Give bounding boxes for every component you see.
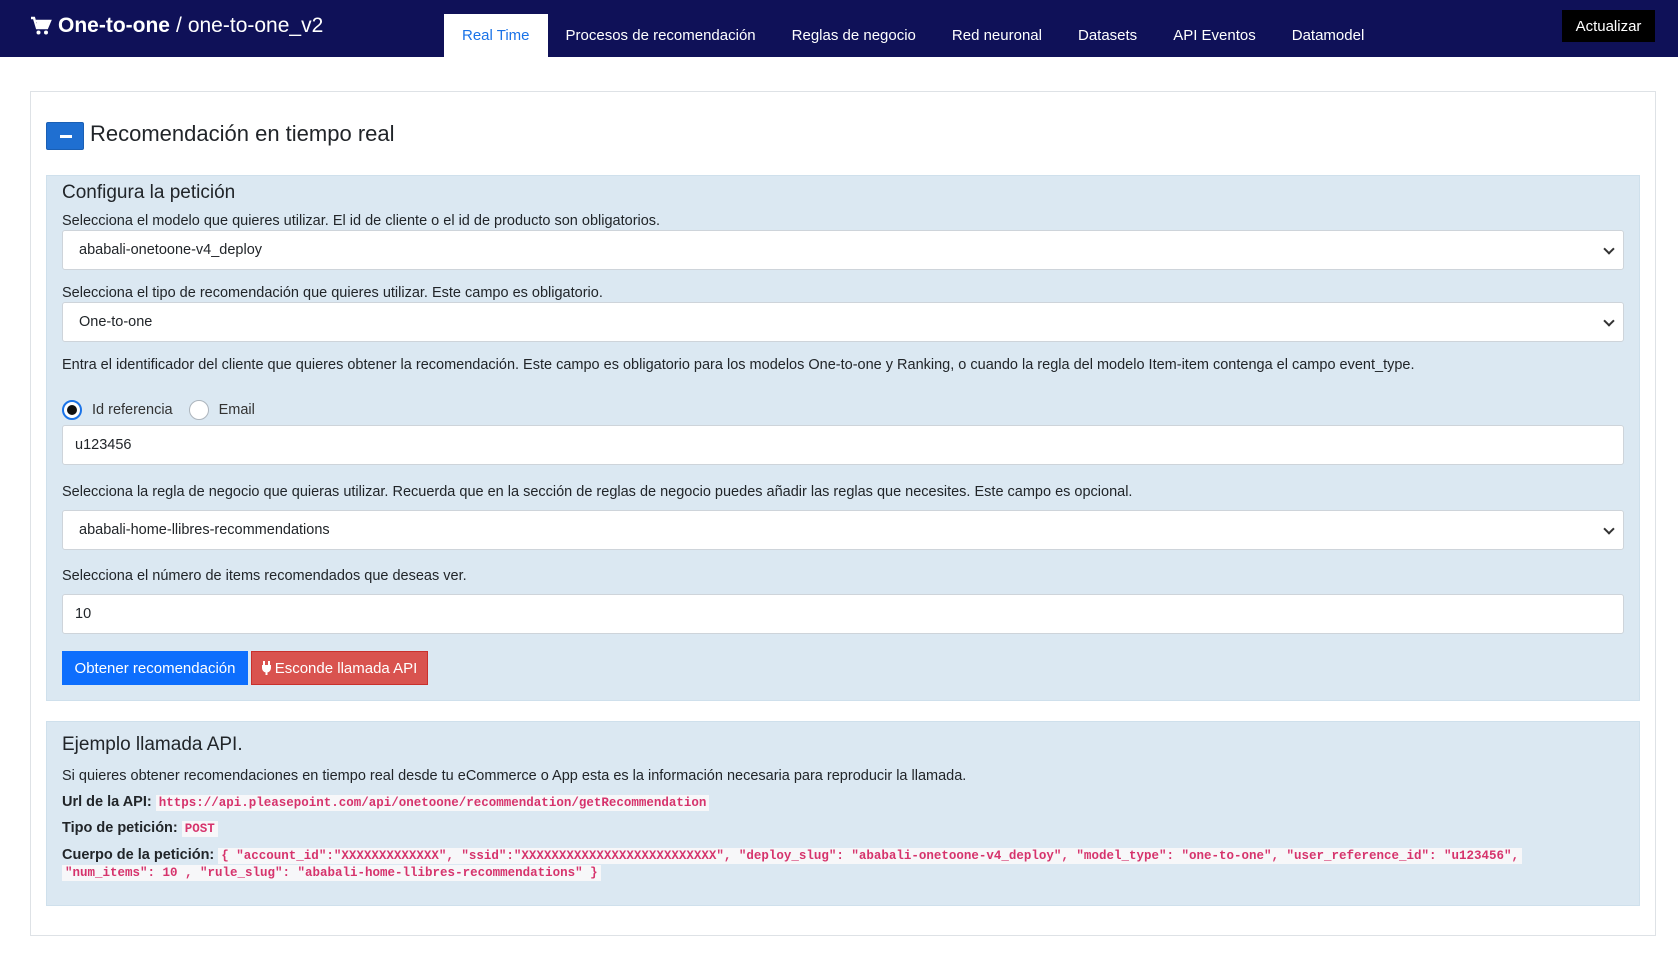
tab-api-eventos[interactable]: API Eventos xyxy=(1173,27,1256,44)
model-label: Selecciona el modelo que quieres utilizar. El id de cliente o el id de producto son obligatorios. xyxy=(62,213,661,229)
type-select[interactable] xyxy=(62,302,1624,342)
brand[interactable] xyxy=(30,14,323,38)
radio-email[interactable] xyxy=(189,400,209,420)
tab-real-time[interactable]: Real Time xyxy=(444,14,548,57)
api-url-row xyxy=(62,794,709,810)
api-example-description: Si quieres obtener recomendaciones en tiempo real desde tu eCommerce o App esta es la información necesaria para reproducir la llamada. xyxy=(62,768,967,784)
brand-separator: / xyxy=(175,14,182,37)
items-value: 10 xyxy=(75,606,92,622)
tab-reglas[interactable]: Reglas de negocio xyxy=(791,27,916,44)
api-method-label: Tipo de petición: xyxy=(62,820,178,836)
tab-datamodel[interactable]: Datamodel xyxy=(1291,27,1365,44)
chevron-down-icon xyxy=(1603,523,1614,534)
client-id-type xyxy=(62,400,255,420)
update-button[interactable]: Actualizar xyxy=(1562,10,1655,42)
card-title: Recomendación en tiempo real xyxy=(90,121,395,146)
api-body-line2: "num_items": 10 , "rule_slug": "ababali-home-llibres-recommendations" } xyxy=(62,865,601,881)
project-name: one-to-one_v2 xyxy=(187,14,324,37)
api-body-row xyxy=(62,847,1562,881)
tab-procesos[interactable]: Procesos de recomendación xyxy=(565,27,756,44)
plug-icon xyxy=(262,661,271,675)
collapse-button[interactable] xyxy=(46,122,84,150)
items-input[interactable] xyxy=(62,594,1624,634)
client-id-value: u123456 xyxy=(75,437,132,453)
type-label: Selecciona el tipo de recomendación que quieres utilizar. Este campo es obligatorio. xyxy=(62,285,603,301)
radio-id-referencia-label: Id referencia xyxy=(92,402,173,418)
brand-name: One-to-one xyxy=(58,14,170,37)
api-example-title: Ejemplo llamada API. xyxy=(62,734,243,755)
chevron-down-icon xyxy=(1603,315,1614,326)
api-method-row xyxy=(62,820,218,836)
api-body-line1: { "account_id":"XXXXXXXXXXXXX", "ssid":"XXXXXXXXXXXXXXXXXXXXXXXXXX", "deploy_slug": "ababali-onetoone-v4_deploy", "model_type": "one-to-one", "user_reference_id": "u123456", xyxy=(218,848,1522,864)
type-select-value: One-to-one xyxy=(79,314,153,330)
hide-api-label: Esconde llamada API xyxy=(274,659,418,677)
hide-api-button[interactable] xyxy=(251,651,428,685)
api-body-label: Cuerpo de la petición: xyxy=(62,847,215,863)
client-label: Entra el identificador del cliente que quieres obtener la recomendación. Este campo es obligatorio para los modelos One-to-one y Ranking, o cuando la regla del modelo Item-item contenga el campo event_type. xyxy=(62,357,1415,373)
tab-red-neuronal[interactable]: Red neuronal xyxy=(951,27,1042,44)
chevron-down-icon xyxy=(1603,243,1614,254)
tab-datasets[interactable]: Datasets xyxy=(1077,27,1138,44)
api-url-label: Url de la API: xyxy=(62,794,152,810)
items-label: Selecciona el número de items recomendados que deseas ver. xyxy=(62,568,467,584)
model-select[interactable] xyxy=(62,230,1624,270)
get-recommendation-button[interactable]: Obtener recomendación xyxy=(62,651,248,685)
rule-select[interactable] xyxy=(62,510,1624,550)
rule-label: Selecciona la regla de negocio que quieras utilizar. Recuerda que en la sección de reglas de negocio puedes añadir las reglas que necesites. Este campo es opcional. xyxy=(62,484,1133,500)
radio-email-label: Email xyxy=(218,402,255,418)
rule-select-value: ababali-home-llibres-recommendations xyxy=(79,522,330,538)
top-navbar xyxy=(0,0,1678,57)
main-tabs xyxy=(444,14,1382,57)
api-url-value: https://api.pleasepoint.com/api/onetoone/recommendation/getRecommendation xyxy=(156,795,710,811)
client-id-input[interactable] xyxy=(62,425,1624,465)
model-select-value: ababali-onetoone-v4_deploy xyxy=(79,242,263,258)
config-title: Configura la petición xyxy=(62,182,236,203)
shopping-cart-icon xyxy=(30,16,52,36)
radio-id-referencia[interactable] xyxy=(62,400,82,420)
api-method-value: POST xyxy=(182,821,218,837)
